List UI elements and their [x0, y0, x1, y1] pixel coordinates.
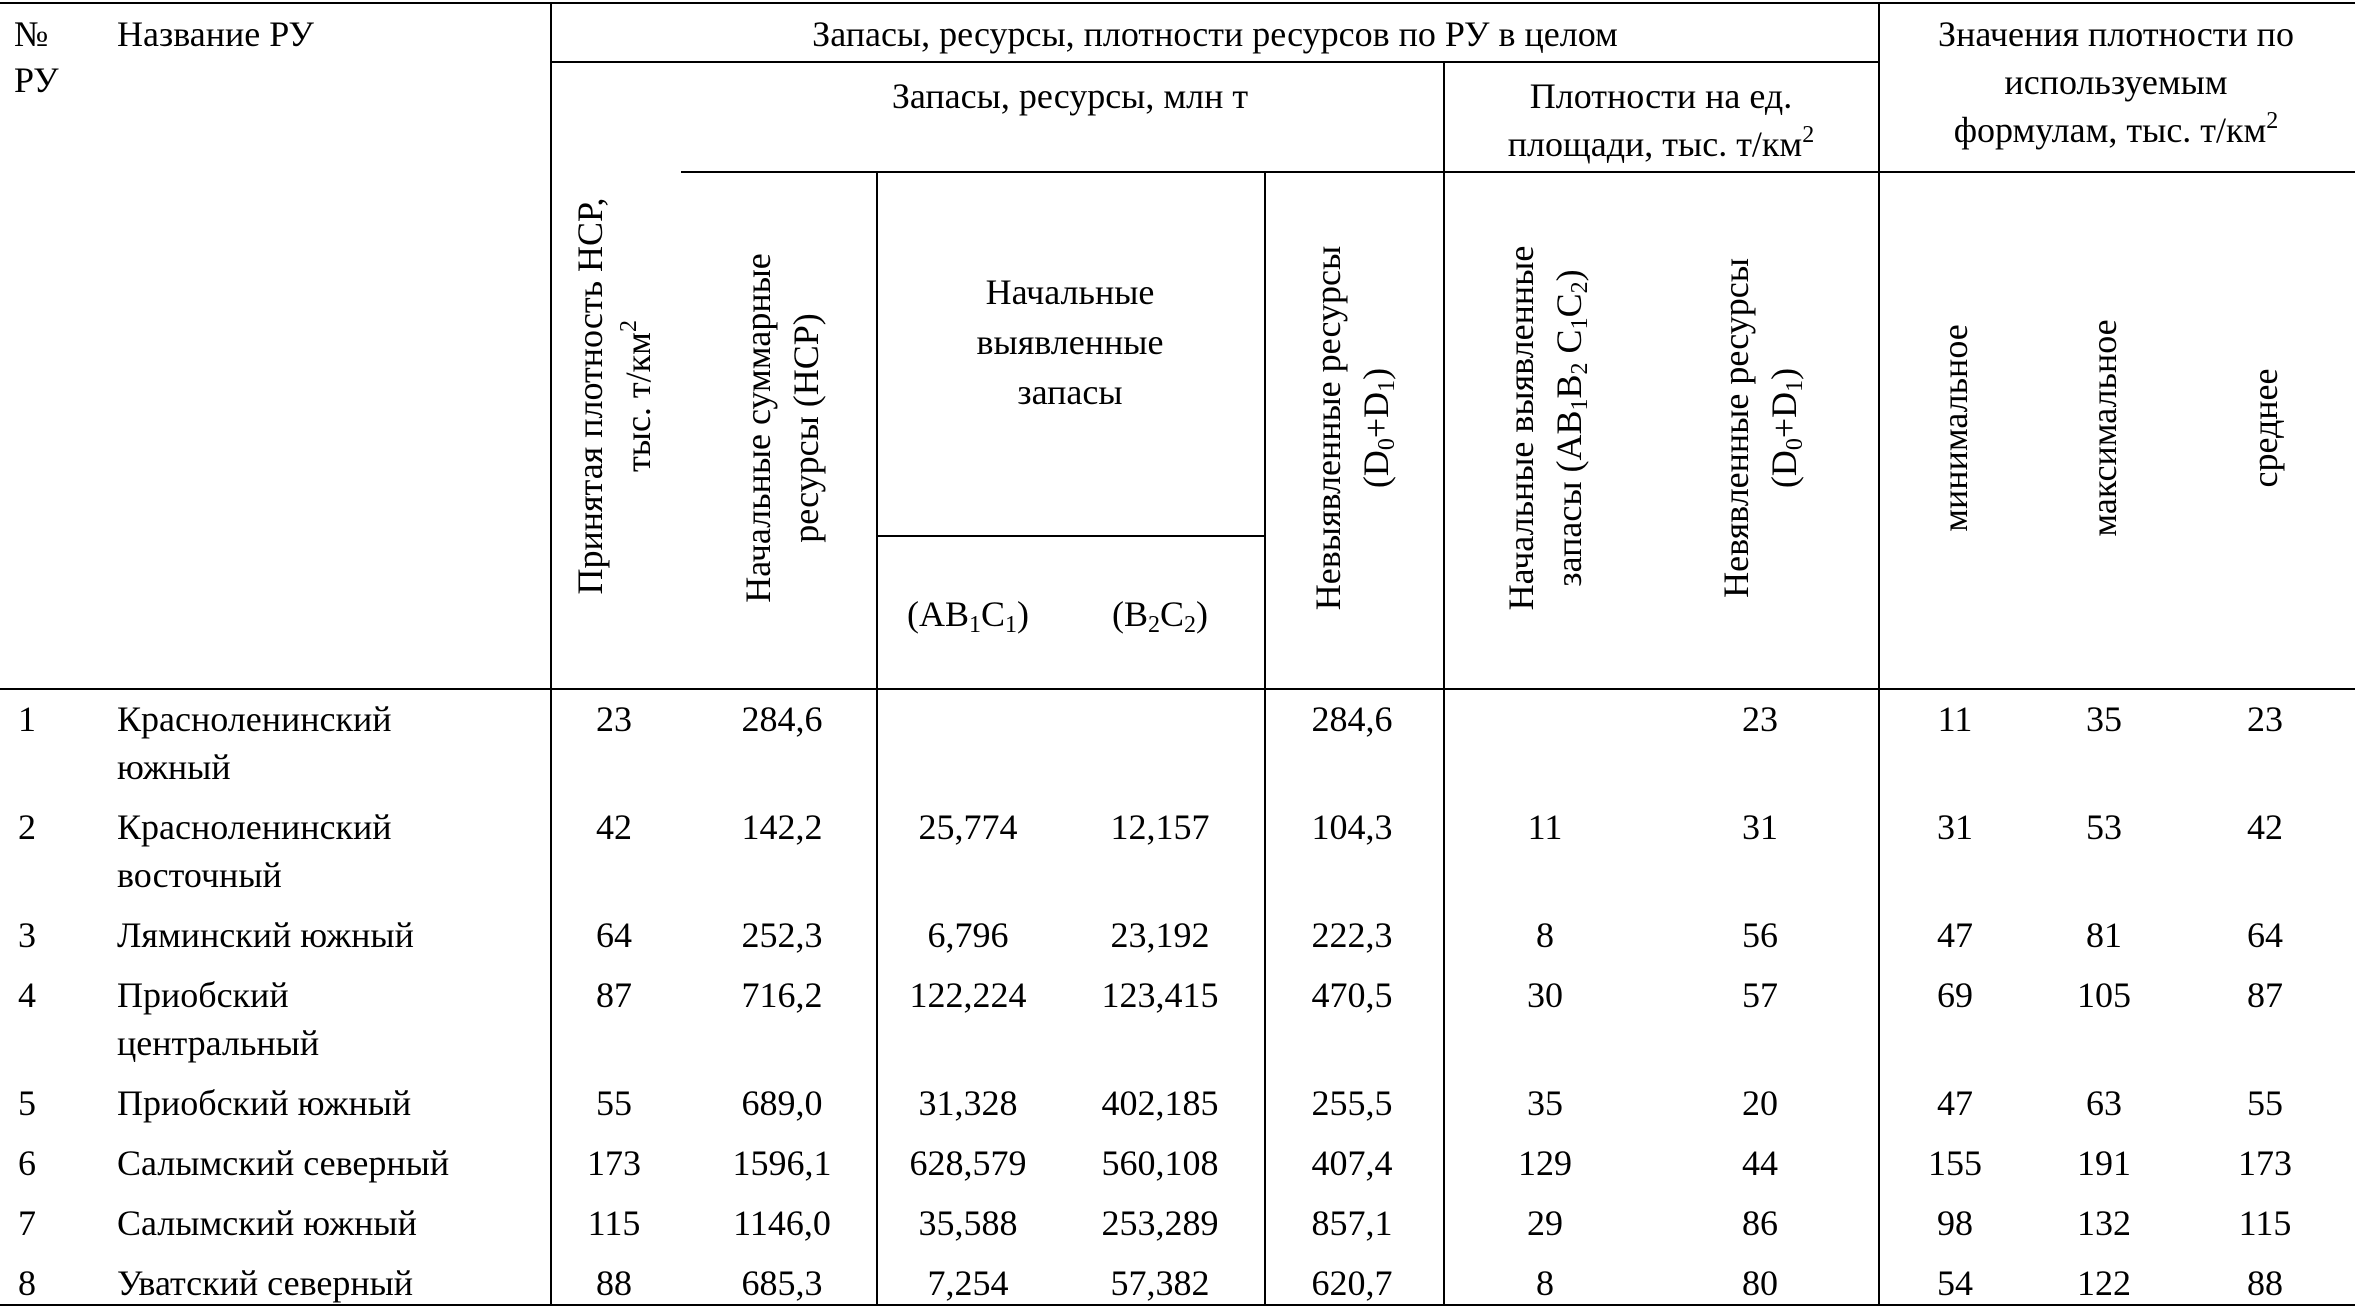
- header-group-values-line2: используемым: [2004, 62, 2228, 102]
- row-5-d_unrev: 20: [1742, 1083, 1778, 1123]
- row-3-num: 3: [18, 915, 36, 955]
- row-4-nsr: 716,2: [741, 975, 823, 1015]
- header-density-initial: Начальные выявленные запасы ($AB_1B_2$ $C_1C_2$): [1501, 245, 1593, 611]
- row-2-acc: 42: [596, 807, 632, 847]
- header-avg: среднее: [2245, 368, 2285, 488]
- row-1-name-line2: южный: [117, 747, 231, 787]
- row-8-nsr: 685,3: [741, 1263, 823, 1303]
- header-initial-line1: Начальные: [985, 272, 1155, 312]
- row-2-name: Красноленинский: [117, 807, 392, 847]
- header-divider-main: [551, 61, 1879, 63]
- row-3-acc: 64: [596, 915, 632, 955]
- row-1-num: 1: [18, 699, 36, 739]
- row-8-acc: 88: [596, 1263, 632, 1303]
- row-8-avg: 88: [2247, 1263, 2283, 1303]
- row-2-b2c2: 12,157: [1110, 807, 1210, 847]
- col-divider-name: [550, 2, 552, 1306]
- row-1-acc: 23: [596, 699, 632, 739]
- row-1-name: Красноленинский: [117, 699, 392, 739]
- row-4-name-line2: центральный: [117, 1023, 320, 1063]
- row-7-nsr: 1146,0: [733, 1203, 831, 1243]
- row-1-avg: 23: [2247, 699, 2283, 739]
- row-7-min: 98: [1937, 1203, 1973, 1243]
- row-4-max: 105: [2077, 975, 2131, 1015]
- row-5-name: Приобский южный: [117, 1083, 412, 1123]
- table-top-border: [0, 2, 2355, 4]
- header-name: Название РУ: [117, 14, 314, 54]
- header-b2c2: $(B_2C_2)$: [1111, 594, 1209, 638]
- row-5-d_init: 35: [1527, 1083, 1563, 1123]
- header-ab1c1: $(AB_1C_1)$: [906, 594, 1030, 638]
- row-2-unrev: 104,3: [1311, 807, 1393, 847]
- row-2-ab1c1: 25,774: [918, 807, 1018, 847]
- header-ru: РУ: [14, 60, 59, 100]
- row-8-name: Уватский северный: [117, 1263, 414, 1303]
- row-2-min: 31: [1937, 807, 1973, 847]
- row-2-avg: 42: [2247, 807, 2283, 847]
- header-initial-line2: выявленные: [976, 322, 1164, 362]
- row-6-avg: 173: [2238, 1143, 2292, 1183]
- row-4-avg: 87: [2247, 975, 2283, 1015]
- row-5-num: 5: [18, 1083, 36, 1123]
- header-density-unrevealed: Невявленные ресурсы $(D_0+D_1)$: [1716, 258, 1808, 598]
- row-8-ab1c1: 7,254: [927, 1263, 1009, 1303]
- header-min: минимальное: [1935, 324, 1975, 532]
- row-4-ab1c1: 122,224: [909, 975, 1027, 1015]
- row-6-d_init: 129: [1518, 1143, 1572, 1183]
- row-8-d_init: 8: [1536, 1263, 1554, 1303]
- row-8-b2c2: 57,382: [1110, 1263, 1210, 1303]
- row-2-num: 2: [18, 807, 36, 847]
- row-5-b2c2: 402,185: [1101, 1083, 1219, 1123]
- row-6-min: 155: [1928, 1143, 1982, 1183]
- row-6-unrev: 407,4: [1311, 1143, 1393, 1183]
- row-1-unrev: 284,6: [1311, 699, 1393, 739]
- header-unrevealed: Невыявленные ресурсы $(D_0+D_1)$: [1308, 245, 1400, 611]
- row-2-nsr: 142,2: [741, 807, 823, 847]
- col-divider-nsr: [876, 171, 878, 1306]
- row-7-name: Салымский южный: [117, 1203, 417, 1243]
- row-5-min: 47: [1937, 1083, 1973, 1123]
- row-8-d_unrev: 80: [1742, 1263, 1778, 1303]
- row-6-ab1c1: 628,579: [909, 1143, 1027, 1183]
- col-divider-unrevealed: [1264, 171, 1266, 1306]
- row-1-d_unrev: 23: [1742, 699, 1778, 739]
- row-3-ab1c1: 6,796: [927, 915, 1009, 955]
- header-divider-sub: [681, 171, 2355, 173]
- row-5-acc: 55: [596, 1083, 632, 1123]
- row-8-unrev: 620,7: [1311, 1263, 1393, 1303]
- row-5-ab1c1: 31,328: [918, 1083, 1018, 1123]
- col-divider-values: [1878, 2, 1880, 1306]
- row-3-max: 81: [2086, 915, 2122, 955]
- row-3-d_unrev: 56: [1742, 915, 1778, 955]
- row-6-b2c2: 560,108: [1101, 1143, 1219, 1183]
- row-4-num: 4: [18, 975, 36, 1015]
- row-4-min: 69: [1937, 975, 1973, 1015]
- row-7-d_init: 29: [1527, 1203, 1563, 1243]
- header-group-values-line1: Значения плотности по: [1938, 14, 2294, 54]
- row-6-name: Салымский северный: [117, 1143, 450, 1183]
- row-5-nsr: 689,0: [741, 1083, 823, 1123]
- header-group-main: Запасы, ресурсы, плотности ресурсов по РУ в целом: [812, 14, 1618, 54]
- header-initial-line3: запасы: [1017, 372, 1123, 412]
- row-4-name: Приобский: [117, 975, 289, 1015]
- row-4-d_init: 30: [1527, 975, 1563, 1015]
- row-7-avg: 115: [2238, 1203, 2292, 1243]
- row-4-unrev: 470,5: [1311, 975, 1393, 1015]
- row-7-b2c2: 253,289: [1101, 1203, 1219, 1243]
- row-1-max: 35: [2086, 699, 2122, 739]
- row-7-ab1c1: 35,588: [918, 1203, 1018, 1243]
- row-4-d_unrev: 57: [1742, 975, 1778, 1015]
- row-3-d_init: 8: [1536, 915, 1554, 955]
- row-6-acc: 173: [587, 1143, 641, 1183]
- header-sub-density-line1: Плотности на ед.: [1529, 76, 1793, 116]
- row-4-acc: 87: [596, 975, 632, 1015]
- row-4-b2c2: 123,415: [1101, 975, 1219, 1015]
- row-8-num: 8: [18, 1263, 36, 1303]
- row-3-min: 47: [1937, 915, 1973, 955]
- row-1-nsr: 284,6: [741, 699, 823, 739]
- header-divider-initial: [878, 535, 1264, 537]
- row-2-d_init: 11: [1527, 807, 1563, 847]
- row-5-unrev: 255,5: [1311, 1083, 1393, 1123]
- row-2-d_unrev: 31: [1742, 807, 1778, 847]
- row-1-min: 11: [1937, 699, 1973, 739]
- header-accepted-density: Принятая плотность НСР, тыс. $т/км^2$: [570, 197, 658, 595]
- row-6-d_unrev: 44: [1742, 1143, 1778, 1183]
- header-sub-reserves: Запасы, ресурсы, млн т: [891, 76, 1249, 116]
- row-7-num: 7: [18, 1203, 36, 1243]
- header-nsr: Начальные суммарные ресурсы (НСР): [738, 253, 826, 603]
- row-7-d_unrev: 86: [1742, 1203, 1778, 1243]
- row-6-num: 6: [18, 1143, 36, 1183]
- row-6-max: 191: [2077, 1143, 2131, 1183]
- row-7-unrev: 857,1: [1311, 1203, 1393, 1243]
- row-2-name-line2: восточный: [117, 855, 282, 895]
- row-3-name: Ляминский южный: [117, 915, 414, 955]
- row-6-nsr: 1596,1: [732, 1143, 832, 1183]
- header-bottom-border: [0, 688, 2355, 690]
- header-group-values-line3: формулам, тыс. $т/км^2$: [1953, 108, 2279, 150]
- row-7-acc: 115: [587, 1203, 641, 1243]
- row-2-max: 53: [2086, 807, 2122, 847]
- row-3-b2c2: 23,192: [1110, 915, 1210, 955]
- row-3-avg: 64: [2247, 915, 2283, 955]
- row-7-max: 132: [2077, 1203, 2131, 1243]
- row-5-avg: 55: [2247, 1083, 2283, 1123]
- row-8-min: 54: [1937, 1263, 1973, 1303]
- row-3-unrev: 222,3: [1311, 915, 1393, 955]
- row-8-max: 122: [2077, 1263, 2131, 1303]
- row-3-nsr: 252,3: [741, 915, 823, 955]
- header-sub-density-line2: площади, тыс. $т/км^2$: [1507, 122, 1815, 164]
- header-num: №: [14, 14, 49, 54]
- header-max: максимальное: [2084, 319, 2124, 537]
- row-5-max: 63: [2086, 1083, 2122, 1123]
- col-divider-density: [1443, 61, 1445, 1306]
